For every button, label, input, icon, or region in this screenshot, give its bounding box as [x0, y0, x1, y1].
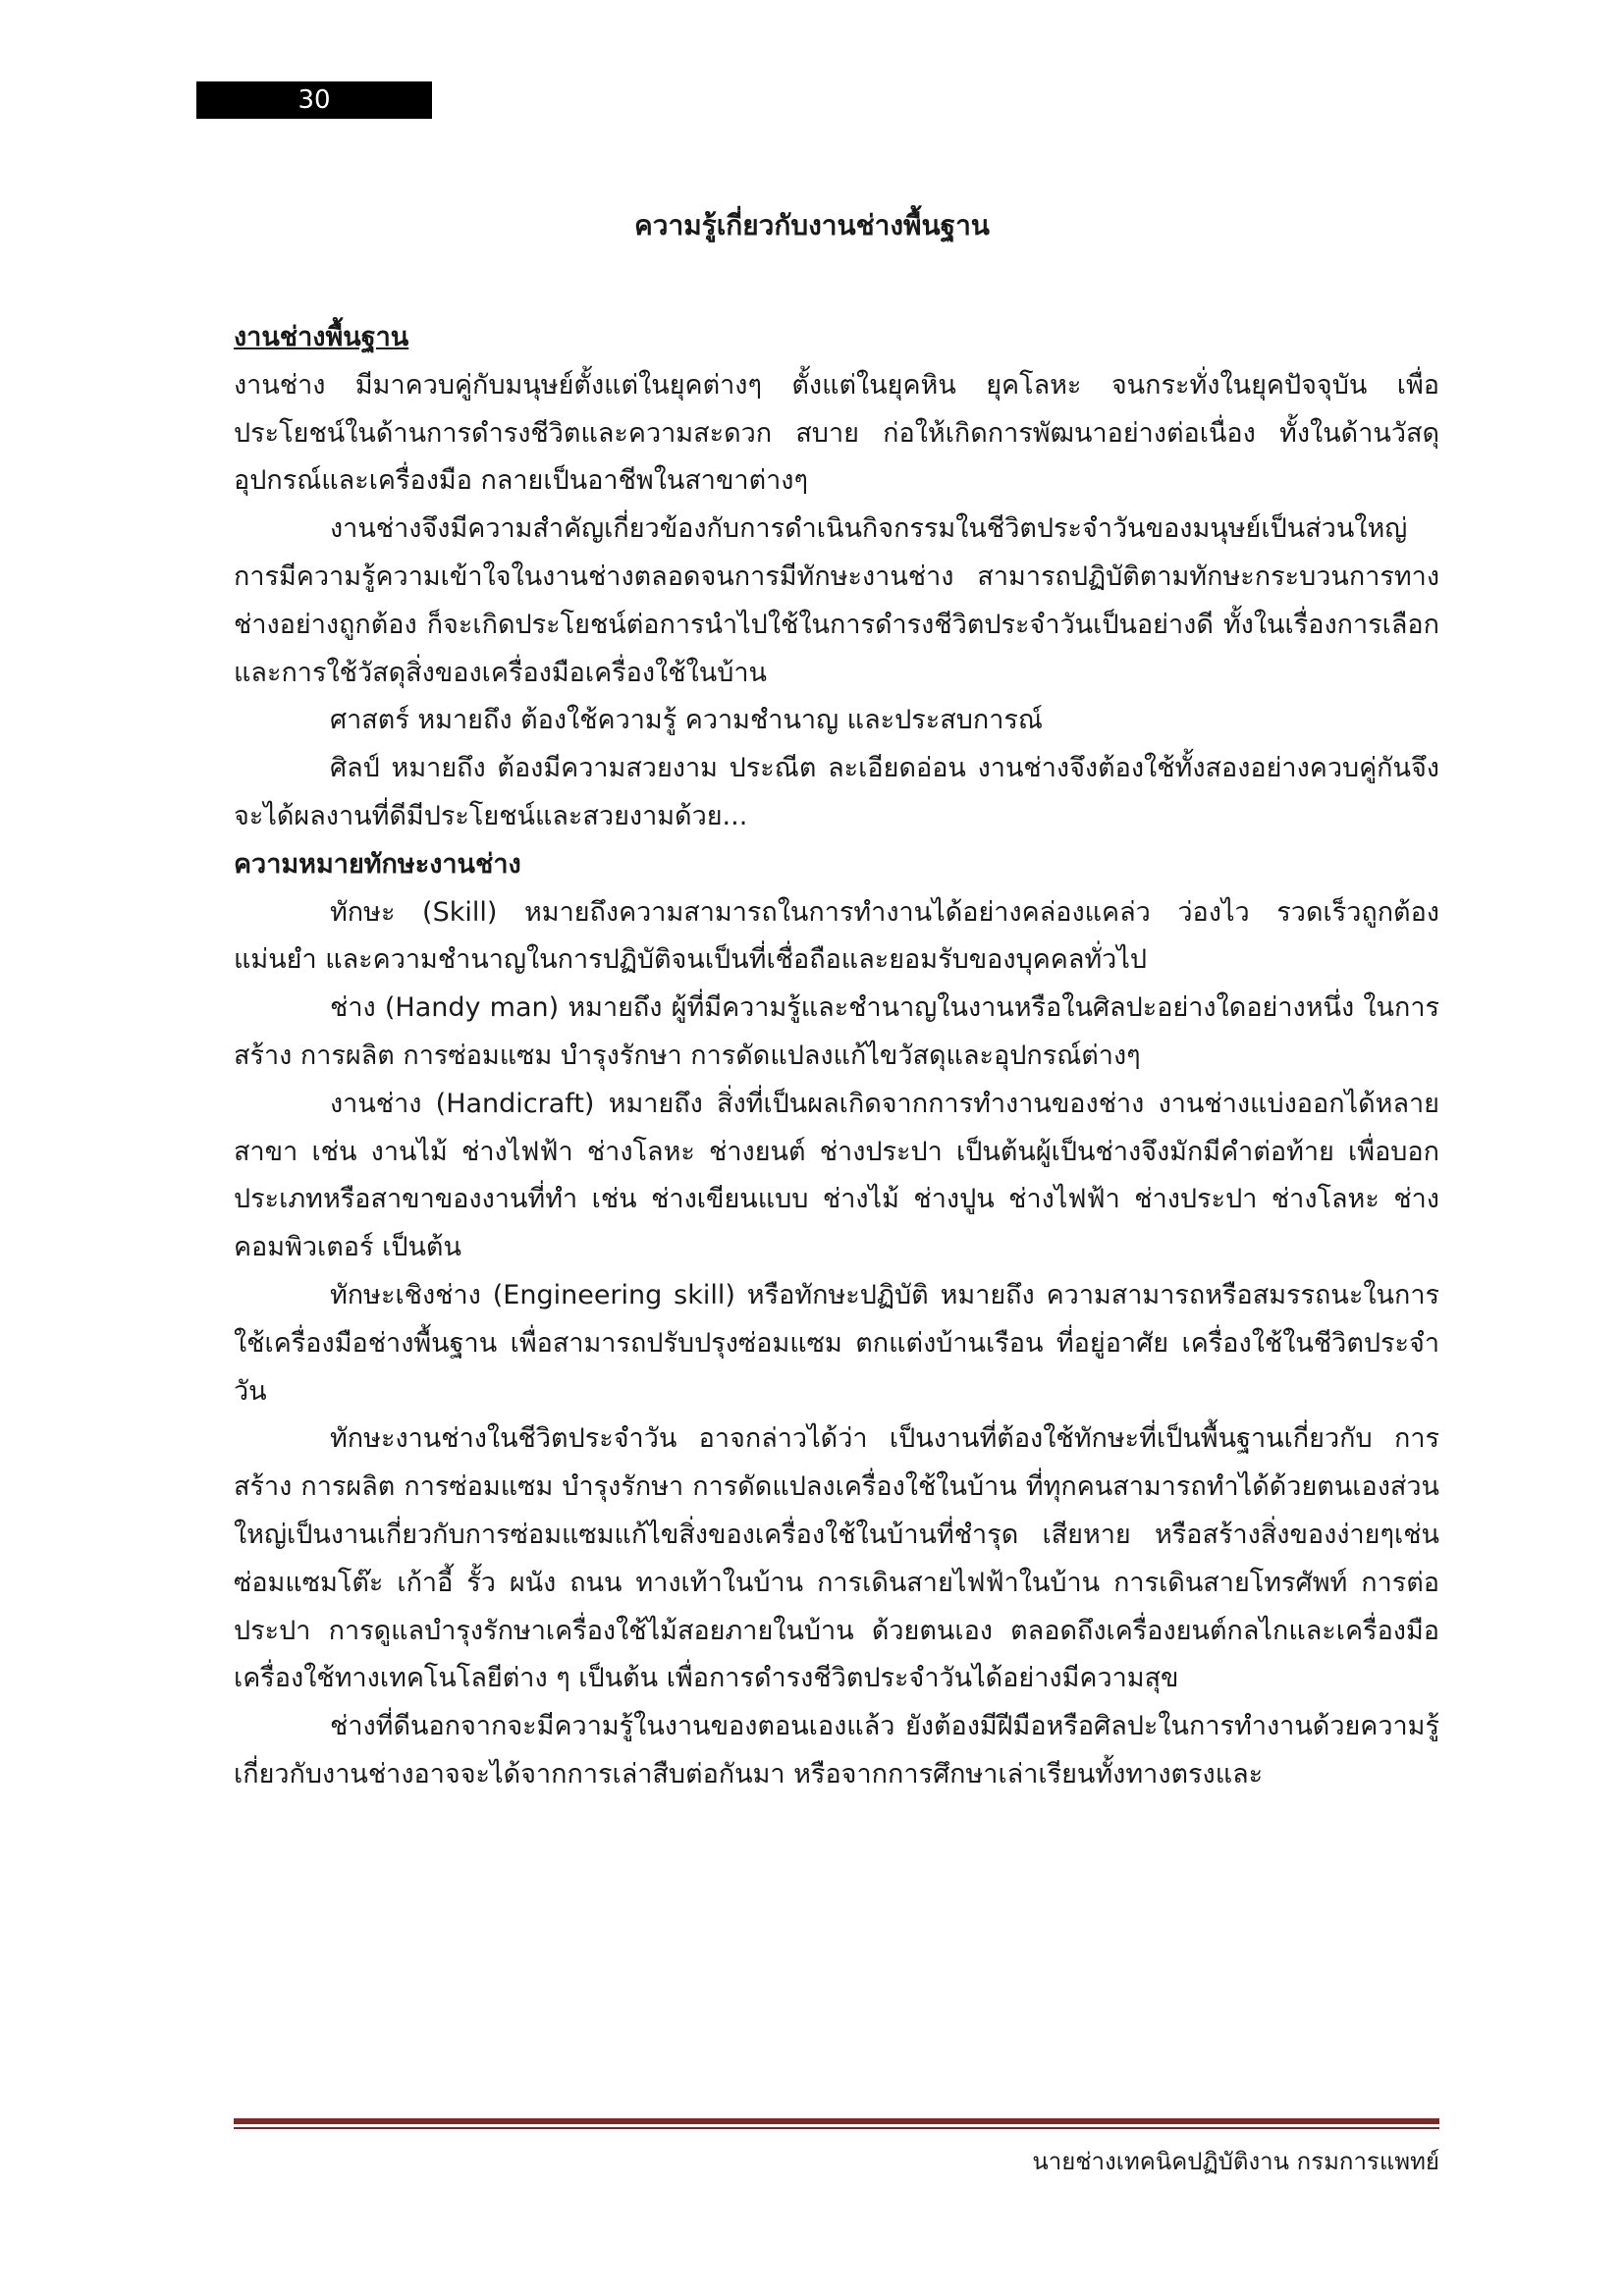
intro-paragraph-4: ศิลป์ หมายถึง ต้องมีความสวยงาม ประณีต ละเอียดอ่อน งานช่างจึงต้องใช้ทั้งสองอย่างควบคู่กันจึงจะได้ผลงานที่ดีมีประโยชน์และสวยงามด้วย...	[234, 753, 1439, 831]
document-title: ความรู้เกี่ยวกับงานช่างพื้นฐาน	[634, 209, 990, 241]
page-number: 30	[196, 81, 432, 119]
footer-rule-thin	[234, 2127, 1439, 2129]
footer-rule	[234, 2118, 1439, 2124]
section-heading: งานช่างพื้นฐาน	[234, 322, 409, 352]
definition-paragraph-5: ทักษะงานช่างในชีวิตประจำวัน อาจกล่าวได้ว่า เป็นงานที่ต้องใช้ทักษะที่เป็นพื้นฐานเกี่ยวกับ การสร้าง การผลิต การซ่อมแซม บำรุงรักษา การดัดแปลงเครื่องใช้ในบ้าน ที่ทุกคนสามารถทำได้ด้วยตนเองส่วนใหญ่เป็นงานเกี่ยวกับการซ่อมแซมแก้ไขสิ่งของเครื่องใช้ในบ้านที่ชำรุด เสียหาย หรือสร้างสิ่งของง่ายๆเช่น ซ่อมแซมโต๊ะ เก้าอี้ รั้ว ผนัง ถนน ทางเท้าในบ้าน การเดินสายไฟฟ้าในบ้าน การเดินสายโทรศัพท์ การต่อประปา การดูแลบำรุงรักษาเครื่องใช้ไม้สอยภายในบ้าน ด้วยตนเอง ตลอดถึงเครื่องยนต์กลไกและเครื่องมือเครื่องใช้ทางเทคโนโลยีต่าง ๆ เป็นต้น เพื่อการดำรงชีวิตประจำวันได้อย่างมีความสุข	[234, 1423, 1439, 1694]
definition-paragraph-2: ช่าง (Handy man) หมายถึง ผู้ที่มีความรู้และชำนาญในงานหรือในศิลปะอย่างใดอย่างหนึ่ง ในการสร้าง การผลิต การซ่อมแซม บำรุงรักษา การดัดแปลงแก้ไขวัสดุและอุปกรณ์ต่างๆ	[234, 992, 1439, 1071]
document-body	[234, 314, 1439, 1799]
definition-paragraph-3: งานช่าง (Handicraft) หมายถึง สิ่งที่เป็นผลเกิดจากการทำงานของช่าง งานช่างแบ่งออกได้หลายสาขา เช่น งานไม้ ช่างไฟฟ้า ช่างโลหะ ช่างยนต์ ช่างประปา เป็นต้นผู้เป็นช่างจึงมักมีคำต่อท้าย เพื่อบอกประเภทหรือสาขาของงานที่ทำ เช่น ช่างเขียนแบบ ช่างไม้ ช่างปูน ช่างไฟฟ้า ช่างประปา ช่างโลหะ ช่างคอมพิวเตอร์ เป็นต้น	[234, 1088, 1439, 1263]
definition-paragraph-6: ช่างที่ดีนอกจากจะมีความรู้ในงานของตอนเองแล้ว ยังต้องมีฝีมือหรือศิลปะในการทำงานด้วยความรู้เกี่ยวกับงานช่างอาจจะได้จากการเล่าสืบต่อกันมา หรือจากการศึกษาเล่าเรียนทั้งทางตรงและ	[234, 1711, 1439, 1789]
definition-paragraph-4: ทักษะเชิงช่าง (Engineering skill) หรือทักษะปฏิบัติ หมายถึง ความสามารถหรือสมรรถนะในการใช้เครื่องมือช่างพื้นฐาน เพื่อสามารถปรับปรุงซ่อมแซม ตกแต่งบ้านเรือน ที่อยู่อาศัย เครื่องใช้ในชีวิตประจำวัน	[234, 1279, 1439, 1407]
subheading-skill-meaning: ความหมายทักษะงานช่าง	[234, 848, 521, 880]
footer-text: นายช่างเทคนิคปฏิบัติงาน กรมการแพทย์	[1032, 2148, 1439, 2175]
intro-paragraph-2: งานช่างจึงมีความสำคัญเกี่ยวข้องกับการดำเนินกิจกรรมในชีวิตประจำวันของมนุษย์เป็นส่วนใหญ่ การมีความรู้ความเข้าใจในงานช่างตลอดจนการมีทักษะงานช่าง สามารถปฏิบัติตามทักษะกระบวนการทางช่างอย่างถูกต้อง ก็จะเกิดประโยชน์ต่อการนำไปใช้ในการดำรงชีวิตประจำวันเป็นอย่างดี ทั้งในเรื่องการเลือกและการใช้วัสดุสิ่งของเครื่องมือเครื่องใช้ในบ้าน	[234, 513, 1439, 688]
definition-paragraph-1: ทักษะ (Skill) หมายถึงความสามารถในการทำงานได้อย่างคล่องแคล่ว ว่องไว รวดเร็วถูกต้องแม่นยำ และความชำนาญในการปฏิบัติจนเป็นที่เชื่อถือและยอมรับของบุคคลทั่วไป	[234, 896, 1439, 976]
intro-paragraph-3: ศาสตร์ หมายถึง ต้องใช้ความรู้ ความชำนาญ และประสบการณ์	[330, 705, 1043, 736]
intro-paragraph-1: งานช่าง มีมาควบคู่กับมนุษย์ตั้งแต่ในยุคต่างๆ ตั้งแต่ในยุคหิน ยุคโลหะ จนกระทั่งในยุคปัจจุบัน เพื่อประโยชน์ในด้านการดำรงชีวิตและความสะดวก สบาย ก่อให้เกิดการพัฒนาอย่างต่อเนื่อง ทั้งในด้านวัสดุอุปกรณ์และเครื่องมือ กลายเป็นอาชีพในสาขาต่างๆ	[234, 369, 1439, 497]
